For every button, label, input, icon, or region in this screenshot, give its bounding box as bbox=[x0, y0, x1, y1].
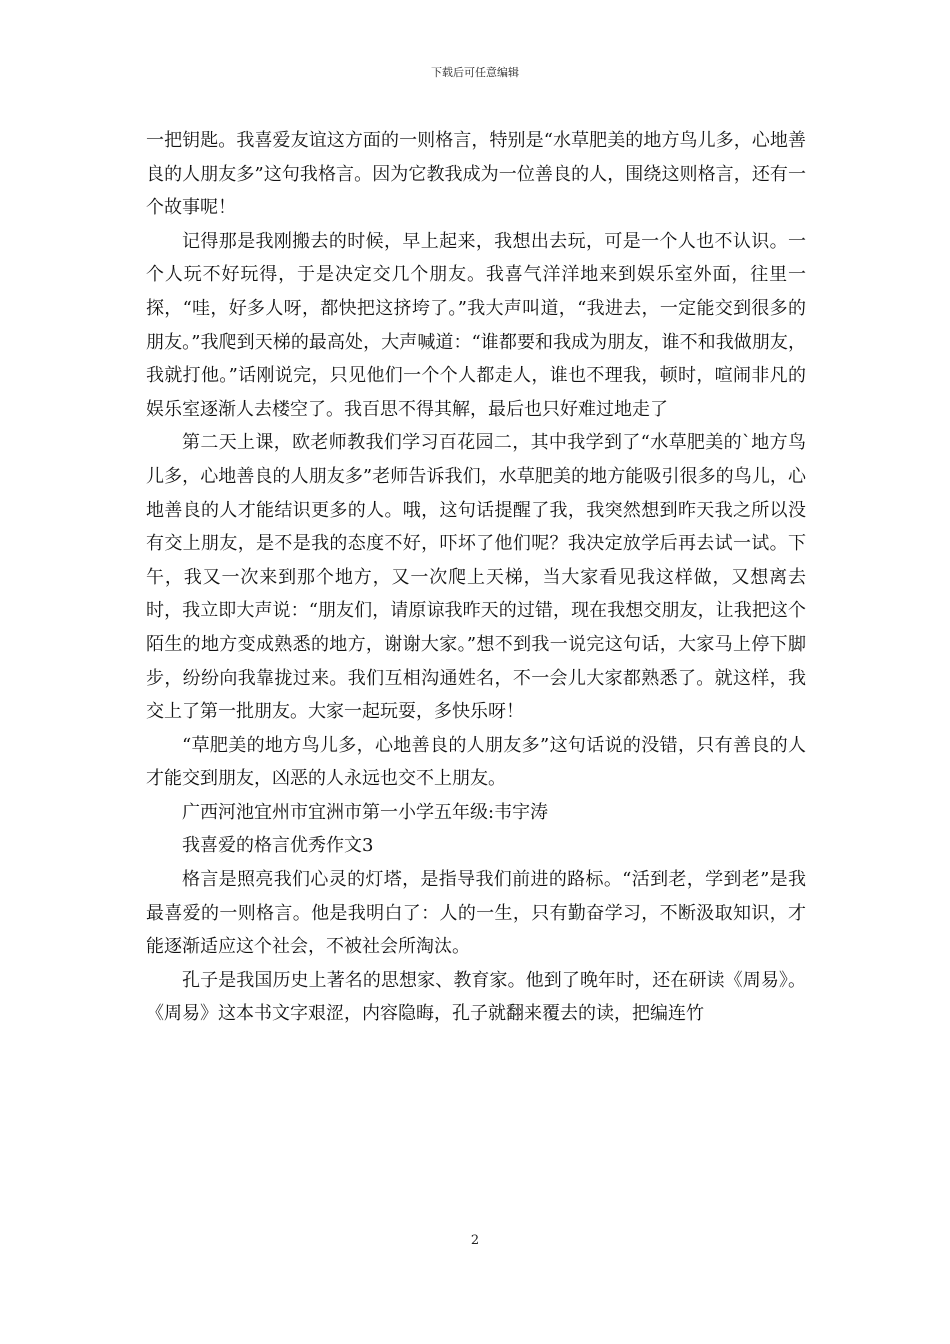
paragraph-8: 孔子是我国历史上著名的思想家、教育家。他到了晚年时，还在研读《周易》。《周易》这本书文字艰涩，内容隐晦，孔子就翻来覆去的读，把编连竹 bbox=[146, 969, 806, 1025]
page-header: 下载后可任意编辑 bbox=[431, 66, 519, 79]
paragraph-1: 一把钥匙。我喜爱友谊这方面的一则格言，特别是“水草肥美的地方鸟儿多，心地善良的人朋友多”这句我格言。因为它教我成为一位善良的人，围绕这则格言，还有一个故事呢！ bbox=[146, 130, 806, 219]
paragraph-3: 第二天上课，欧老师教我们学习百花园二，其中我学到了“水草肥美的`地方鸟儿多，心地善良的人朋友多”老师告诉我们，水草肥美的地方能吸引很多的鸟儿，心地善良的人才能结识更多的人。哦，这句话提醒了我，我突然想到昨天我之所以没有交上朋友，是不是我的态度不好，吓坏了他们呢？我决定放学后再去试一试。下午，我又一次来到那个地方，又一次爬上天梯，当大家看见我这样做，又想离去时，我立即大声说：“朋友们，请原谅我昨天的过错，现在我想交朋友，让我把这个陌生的地方变成熟悉的地方，谢谢大家。”想不到我一说完这句话，大家马上停下脚步，纷纷向我靠拢过来。我们互相沟通姓名，不一会儿大家都熟悉了。就这样，我交上了第一批朋友。大家一起玩耍，多快乐呀！ bbox=[146, 432, 806, 723]
paragraph-7: 格言是照亮我们心灵的灯塔，是指导我们前进的路标。“活到老，学到老”是我最喜爱的一则格言。他是我明白了：人的一生，只有勤奋学习，不断汲取知识，才能逐渐适应这个社会，不被社会所淘汰。 bbox=[146, 869, 806, 958]
author-line: 广西河池宜州市宜洲市第一小学五年级:韦宇涛 bbox=[182, 801, 549, 823]
page-number: 2 bbox=[470, 1233, 480, 1248]
paragraph-2: 记得那是我刚搬去的时候，早上起来，我想出去玩，可是一个人也不认识。一个人玩不好玩得，于是决定交几个朋友。我喜气洋洋地来到娱乐室外面，往里一探，“哇，好多人呀，都快把这挤垮了。”我大声叫道，“我进去，一定能交到很多的朋友。”我爬到天梯的最高处，大声喊道：“谁都要和我成为朋友，谁不和我做朋友，我就打他。”话刚说完，只见他们一个个人都走人，谁也不理我，顿时，喧闹非凡的娱乐室逐渐人去楼空了。我百思不得其解，最后也只好难过地走了 bbox=[146, 230, 806, 420]
essay-title: 我喜爱的格言优秀作文3 bbox=[182, 835, 374, 857]
paragraph-4: “草肥美的地方鸟儿多，心地善良的人朋友多”这句话说的没错，只有善良的人才能交到朋友，凶恶的人永远也交不上朋友。 bbox=[146, 734, 806, 790]
document-body bbox=[146, 124, 806, 1031]
